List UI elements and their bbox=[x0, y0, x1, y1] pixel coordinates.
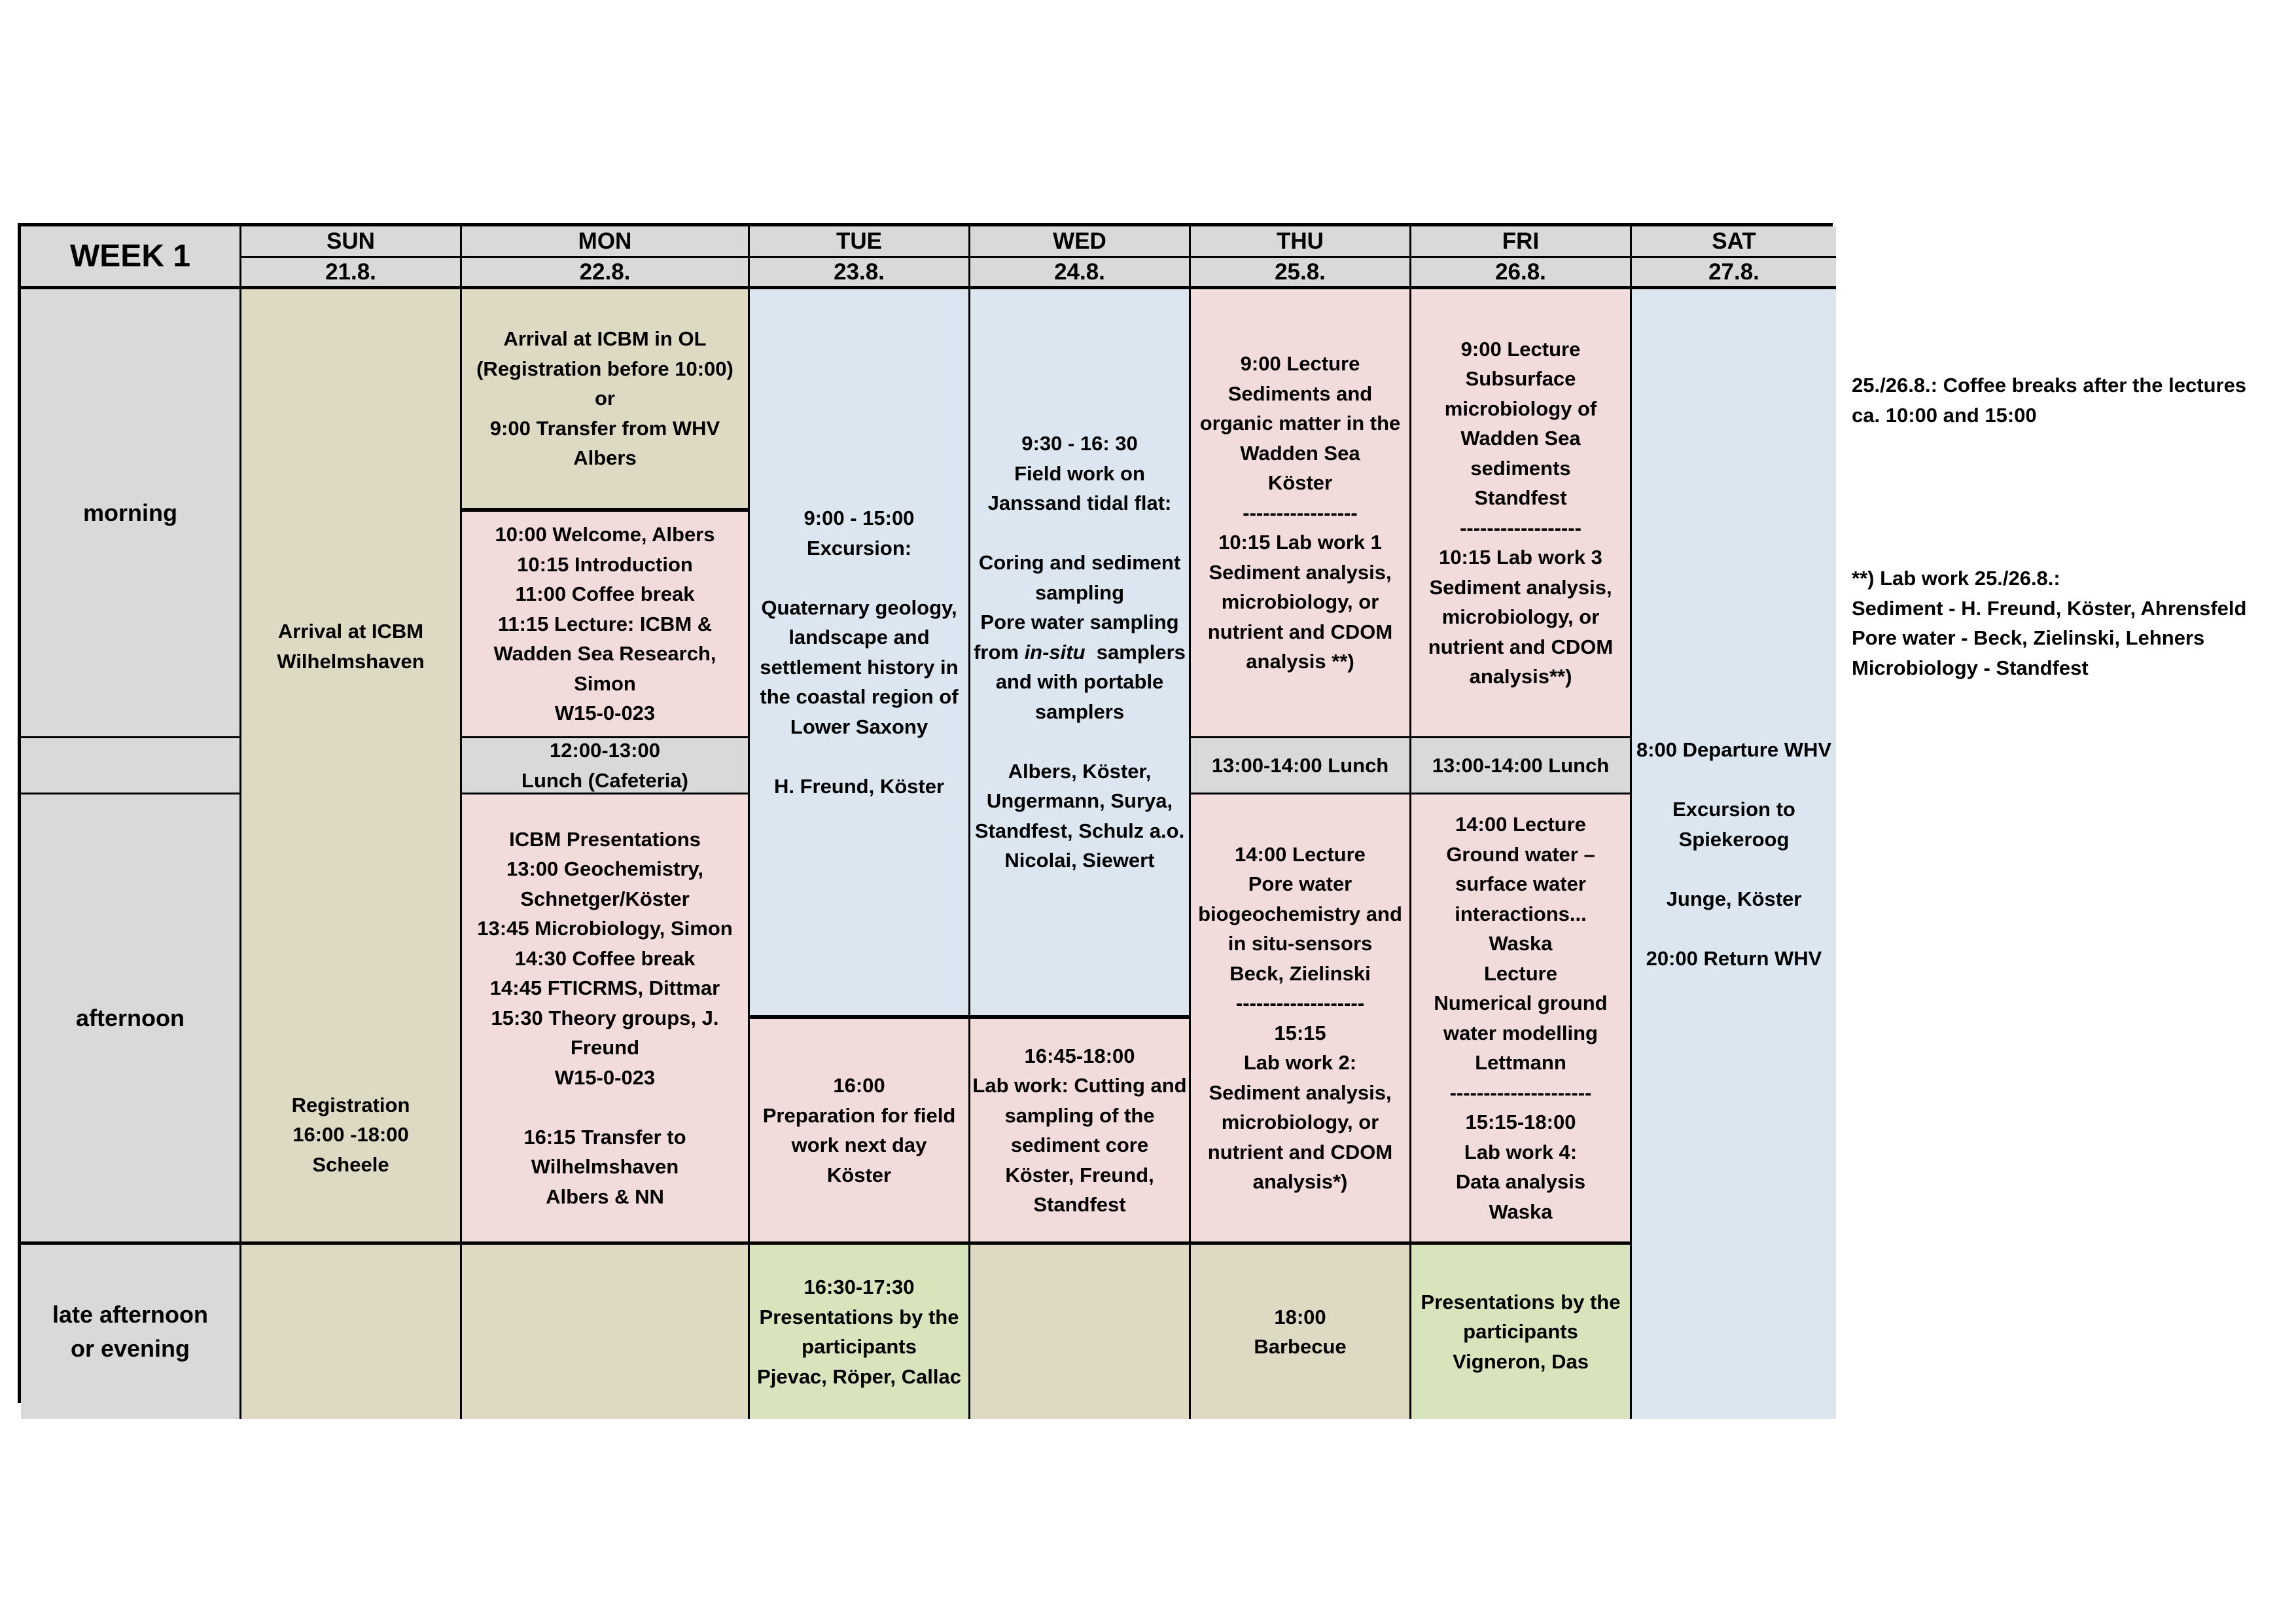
week-title: WEEK 1 bbox=[21, 226, 241, 289]
text-line: ICBM Presentations bbox=[509, 827, 701, 851]
text-line: 13:45 Microbiology, Simon bbox=[477, 917, 733, 940]
thu-afternoon bbox=[1191, 794, 1411, 1245]
tue-presentations bbox=[750, 1245, 970, 1419]
text-line: or bbox=[595, 387, 615, 410]
text-line: Excursion: bbox=[806, 536, 912, 560]
period-lunch-spacer bbox=[21, 738, 241, 794]
text-line: 20:00 Return WHV bbox=[1646, 946, 1822, 970]
tue-excursion bbox=[750, 289, 970, 1017]
schedule-table bbox=[18, 223, 1833, 1403]
text-line: Presentations by the bbox=[759, 1305, 959, 1329]
text-line: and with portable bbox=[995, 670, 1164, 694]
text-line: Lunch (Cafeteria) bbox=[521, 768, 688, 792]
text-line: in situ-sensors bbox=[1227, 932, 1373, 955]
text-line: Albers & NN bbox=[546, 1185, 664, 1208]
sun-day-block bbox=[241, 289, 462, 1245]
text-line: 16:00 bbox=[833, 1074, 885, 1097]
text-line: Wilhelmshaven bbox=[277, 649, 425, 673]
text-line: 10:00 Welcome, Albers bbox=[495, 523, 715, 546]
thu-evening bbox=[1191, 1245, 1411, 1419]
text-line: Lab work: Cutting and bbox=[972, 1074, 1187, 1097]
text-line: 14:00 Lecture bbox=[1455, 813, 1586, 836]
tue-prep bbox=[750, 1017, 970, 1245]
text-line: Subsurface bbox=[1465, 367, 1576, 390]
text-line: 9:00 Lecture bbox=[1240, 352, 1360, 376]
fri-afternoon bbox=[1411, 794, 1632, 1245]
text-line: analysis*) bbox=[1252, 1170, 1348, 1193]
text-line: Schnetger/Köster bbox=[520, 887, 690, 910]
text-line: Janssand tidal flat: bbox=[987, 491, 1172, 515]
text-line: 9:00 Transfer from WHV bbox=[489, 416, 720, 440]
text-line: Scheele bbox=[312, 1152, 389, 1176]
text-line: 14:30 Coffee break bbox=[514, 946, 696, 970]
text-line: Ungermann, Surya, bbox=[986, 789, 1173, 813]
text-line: 15:15 bbox=[1274, 1021, 1326, 1044]
text-line: organic matter in the bbox=[1199, 412, 1401, 435]
day-date-wed: 24.8. bbox=[970, 258, 1191, 289]
text-line: Lettmann bbox=[1475, 1051, 1566, 1074]
text-line: 16:30-17:30 bbox=[804, 1275, 915, 1298]
text-line: Preparation for field bbox=[762, 1103, 956, 1127]
day-date-fri: 26.8. bbox=[1411, 258, 1632, 289]
text-line: 16:15 Transfer to bbox=[523, 1125, 686, 1149]
text-line: Arrival at ICBM in OL bbox=[503, 327, 707, 351]
text-line: Registration bbox=[291, 1093, 410, 1116]
text-line: Microbiology - Standfest bbox=[1852, 656, 2089, 679]
day-name-fri: FRI bbox=[1411, 226, 1632, 258]
day-name-sun: SUN bbox=[241, 226, 462, 258]
text-line: surface water bbox=[1455, 872, 1586, 895]
text-line: Lab work 2: bbox=[1243, 1051, 1357, 1074]
text-line: Pore water - Beck, Zielinski, Lehners bbox=[1852, 626, 2205, 649]
text-line: 11:00 Coffee break bbox=[515, 582, 695, 606]
text-line: analysis **) bbox=[1246, 650, 1354, 673]
text-line: Standfest, Schulz a.o. bbox=[974, 819, 1185, 842]
text-line: Quaternary geology, bbox=[761, 596, 957, 619]
note-coffee-breaks bbox=[1852, 370, 2246, 430]
wed-evening bbox=[970, 1245, 1191, 1419]
text-line: Pore water sampling bbox=[980, 611, 1179, 634]
text-line: Sediment - H. Freund, Köster, Ahrensfeld bbox=[1852, 596, 2247, 620]
text-line: microbiology, or bbox=[1441, 605, 1600, 628]
text-line: Köster, Freund, bbox=[1005, 1163, 1154, 1186]
fri-lunch: 13:00-14:00 Lunch bbox=[1411, 738, 1632, 794]
text-line: 18:00 bbox=[1274, 1305, 1326, 1329]
text-line bbox=[1731, 765, 1737, 795]
text-line: 9:00 Lecture bbox=[1460, 337, 1581, 361]
text-line: Numerical ground bbox=[1434, 991, 1608, 1014]
text-line: W15-0-023 bbox=[554, 1065, 656, 1089]
text-line: ----------------- bbox=[1243, 501, 1358, 524]
text-line: ------------------- bbox=[1235, 991, 1365, 1014]
text-line: W15-0-023 bbox=[554, 702, 656, 725]
text-line bbox=[1731, 914, 1737, 944]
text-line: landscape and bbox=[788, 626, 930, 649]
text-line: 10:15 Introduction bbox=[517, 552, 693, 576]
text-line: Sediments and bbox=[1227, 382, 1373, 405]
text-line: sampling of the bbox=[1004, 1103, 1155, 1127]
text-line: Wadden Sea bbox=[1460, 427, 1581, 450]
text-line: Coring and sediment bbox=[978, 551, 1181, 575]
day-name-tue: TUE bbox=[750, 226, 970, 258]
text-line: 9:00 - 15:00 bbox=[804, 507, 915, 529]
text-line: Sediment analysis, bbox=[1209, 560, 1392, 584]
text-line: Wadden Sea bbox=[1240, 441, 1360, 465]
text-line: 11:15 Lecture: ICBM & bbox=[497, 612, 713, 635]
text-line: Data analysis bbox=[1455, 1170, 1586, 1193]
text-line: 10:15 Lab work 1 bbox=[1218, 531, 1382, 554]
text-line: 16:45-18:00 bbox=[1024, 1044, 1135, 1067]
wed-fieldwork bbox=[970, 289, 1191, 1017]
day-date-tue: 23.8. bbox=[750, 258, 970, 289]
text-line: Simon bbox=[574, 671, 636, 695]
text-line: Albers, Köster, bbox=[1008, 759, 1152, 783]
text-line: 9:30 - 16: 30 bbox=[1021, 432, 1138, 455]
period-morning: morning bbox=[21, 289, 241, 738]
text-line: Sediment analysis, bbox=[1429, 575, 1612, 599]
text-line: microbiology, or bbox=[1221, 590, 1379, 614]
text-line: microbiology of bbox=[1444, 397, 1597, 420]
text-line: 10:15 Lab work 3 bbox=[1439, 546, 1602, 569]
text-line: settlement history in bbox=[760, 655, 959, 679]
text-line: 13:00 Geochemistry, bbox=[506, 857, 703, 881]
text-line: Arrival at ICBM bbox=[277, 620, 424, 643]
text-line: water modelling bbox=[1443, 1021, 1598, 1044]
text-line bbox=[857, 741, 862, 772]
fri-evening bbox=[1411, 1245, 1632, 1419]
text-line: Lower Saxony bbox=[790, 715, 928, 738]
text-line: sampling bbox=[1034, 580, 1125, 604]
text-line: Beck, Zielinski bbox=[1229, 961, 1371, 985]
text-line: Presentations by the bbox=[1421, 1290, 1621, 1313]
mon-presentations bbox=[462, 794, 750, 1245]
text-line: 15:15-18:00 bbox=[1465, 1111, 1576, 1133]
text-line: sediments bbox=[1470, 456, 1571, 480]
text-line: Albers bbox=[573, 446, 637, 470]
text-line: analysis**) bbox=[1469, 665, 1572, 688]
text-line: **) Lab work 25./26.8.: bbox=[1852, 567, 2060, 590]
text-line: 14:00 Lecture bbox=[1235, 842, 1366, 866]
note-lab-work bbox=[1852, 563, 2246, 683]
day-date-sun: 21.8. bbox=[241, 258, 462, 289]
text-line: --------------------- bbox=[1449, 1080, 1592, 1104]
text-line: interactions... bbox=[1455, 902, 1587, 925]
text-line: nutrient and CDOM bbox=[1428, 635, 1614, 658]
text-line: Lab work 4: bbox=[1464, 1140, 1578, 1164]
sun-arrival bbox=[277, 616, 424, 676]
text-line: Vigneron, Das bbox=[1453, 1349, 1589, 1373]
text-line: Nicolai, Siewert bbox=[1004, 849, 1155, 872]
day-date-thu: 25.8. bbox=[1191, 258, 1411, 289]
sat-excursion bbox=[1632, 289, 1836, 1419]
text-line: late afternoon bbox=[52, 1301, 209, 1328]
text-line: participants bbox=[802, 1335, 917, 1358]
text-line: biogeochemistry and bbox=[1198, 902, 1402, 925]
fri-morning bbox=[1411, 289, 1632, 738]
day-date-mon: 22.8. bbox=[462, 258, 750, 289]
text-line: nutrient and CDOM bbox=[1207, 620, 1393, 643]
text-line: 12:00-13:00 bbox=[550, 739, 660, 762]
period-late bbox=[21, 1245, 241, 1419]
mon-lunch bbox=[462, 738, 750, 794]
text-line: Field work on bbox=[1014, 461, 1145, 485]
text-line: or evening bbox=[70, 1335, 190, 1362]
wed-labwork bbox=[970, 1017, 1191, 1245]
sun-evening bbox=[241, 1245, 462, 1419]
text-line: participants bbox=[1463, 1320, 1578, 1344]
mon-evening bbox=[462, 1245, 750, 1419]
thu-lunch: 13:00-14:00 Lunch bbox=[1191, 738, 1411, 794]
text-line: Standfest bbox=[1474, 486, 1567, 509]
text-line: 8:00 Departure WHV bbox=[1636, 738, 1832, 761]
text-line: the coastal region of bbox=[760, 685, 959, 708]
text-line bbox=[1077, 518, 1083, 548]
text-line: 16:00 -18:00 bbox=[292, 1123, 409, 1146]
text-line: Sediment analysis, bbox=[1209, 1080, 1392, 1104]
text-line: Pjevac, Röper, Callac bbox=[757, 1364, 961, 1388]
text-line: Wilhelmshaven bbox=[531, 1155, 679, 1179]
text-line: sediment core bbox=[1010, 1133, 1149, 1156]
text-line: Ground water – bbox=[1446, 842, 1595, 866]
text-line: Waska bbox=[1489, 932, 1553, 955]
text-line: Wadden Sea Research, bbox=[493, 642, 716, 666]
day-date-sat: 27.8. bbox=[1632, 258, 1836, 289]
text-line: 15:30 Theory groups, J. bbox=[491, 1006, 719, 1029]
day-name-wed: WED bbox=[970, 226, 1191, 258]
text-line: Standfest bbox=[1033, 1193, 1126, 1216]
text-line bbox=[1077, 726, 1083, 757]
text-line: Freund bbox=[570, 1036, 640, 1060]
thu-morning bbox=[1191, 289, 1411, 738]
text-line: Köster bbox=[1267, 471, 1333, 495]
text-line: microbiology, or bbox=[1221, 1111, 1379, 1133]
day-name-mon: MON bbox=[462, 226, 750, 258]
text-line: samplers bbox=[1034, 700, 1125, 723]
text-line: Barbecue bbox=[1254, 1335, 1347, 1358]
day-name-thu: THU bbox=[1191, 226, 1411, 258]
text-line: ------------------ bbox=[1460, 516, 1581, 539]
text-line bbox=[1731, 854, 1737, 884]
text-line: (Registration before 10:00) bbox=[476, 357, 733, 380]
text-line: nutrient and CDOM bbox=[1207, 1140, 1393, 1164]
text-line: 25./26.8.: Coffee breaks after the lectures bbox=[1852, 374, 2247, 397]
sun-registration bbox=[292, 1090, 410, 1180]
text-line: Lecture bbox=[1484, 961, 1557, 985]
text-line: H. Freund, Köster bbox=[773, 774, 945, 798]
period-afternoon: afternoon bbox=[21, 794, 241, 1245]
text-line: Waska bbox=[1489, 1200, 1553, 1223]
text-line: from in-situ samplers bbox=[974, 640, 1186, 664]
text-line: Junge, Köster bbox=[1666, 887, 1802, 910]
text-line: ca. 10:00 and 15:00 bbox=[1852, 403, 2037, 427]
text-line: Pore water bbox=[1248, 872, 1352, 895]
mon-arrival bbox=[462, 289, 750, 510]
text-line: 14:45 FTICRMS, Dittmar bbox=[489, 976, 720, 1000]
text-line: Spiekeroog bbox=[1678, 827, 1790, 851]
mon-welcome bbox=[462, 510, 750, 738]
text-line bbox=[857, 563, 862, 593]
text-line: work next day bbox=[791, 1133, 927, 1156]
text-line: Köster bbox=[826, 1163, 892, 1186]
text-line: Excursion to bbox=[1672, 798, 1795, 821]
day-name-sat: SAT bbox=[1632, 226, 1836, 258]
text-line bbox=[602, 1092, 608, 1122]
